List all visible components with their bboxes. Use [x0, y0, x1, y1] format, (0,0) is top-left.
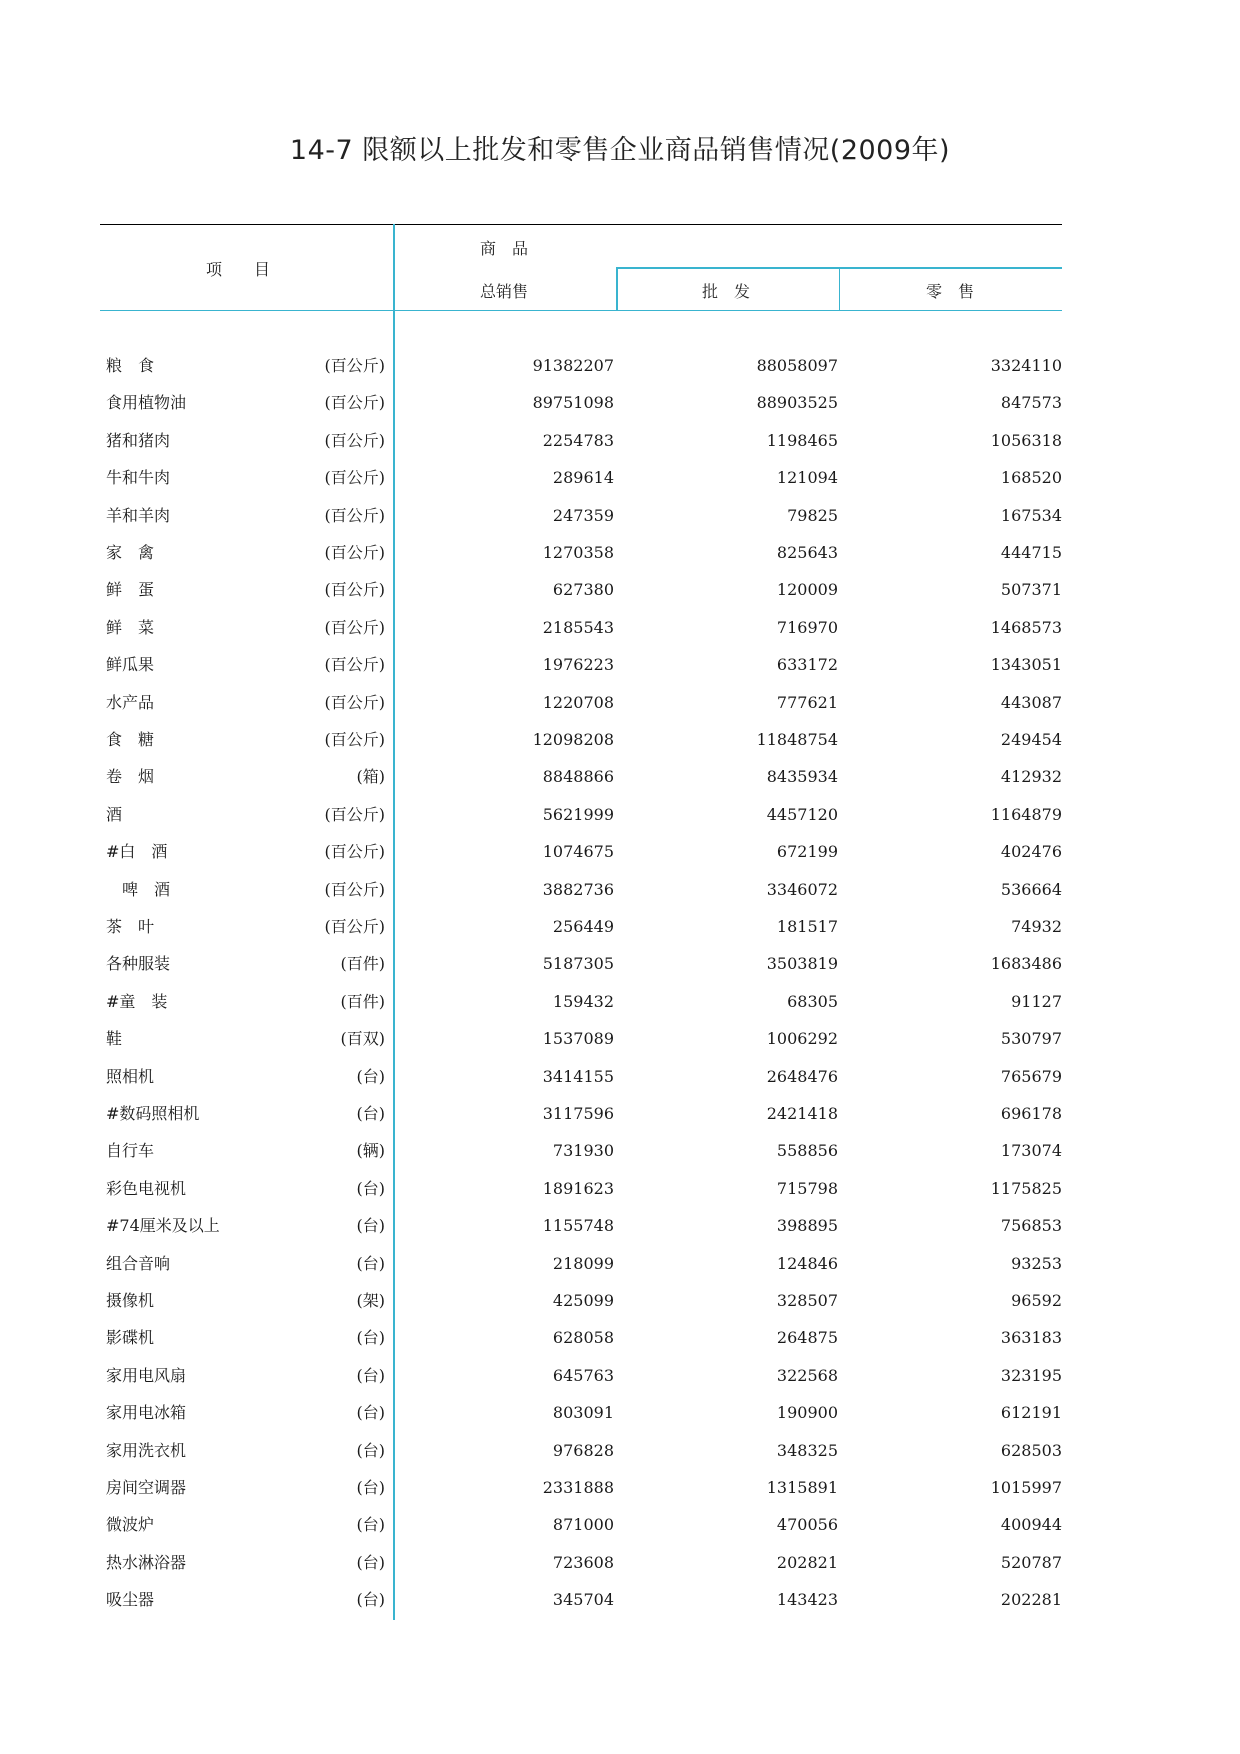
- cell-retail: 323195: [1000, 1365, 1062, 1385]
- cell-wholesale: 121094: [776, 468, 838, 488]
- row-name: #白 酒: [106, 842, 168, 862]
- cell-retail: 612191: [1000, 1403, 1062, 1423]
- page-title: 14-7 限额以上批发和零售企业商品销售情况(2009年): [289, 135, 951, 166]
- row-name: 摄像机: [106, 1291, 155, 1310]
- cell-wholesale: 181517: [776, 917, 838, 936]
- cell-total-sales: 218099: [552, 1253, 614, 1273]
- cell-retail: 93253: [1011, 1253, 1062, 1273]
- row-name: 影碟机: [106, 1328, 155, 1348]
- cell-total-sales: 1537089: [542, 1029, 614, 1049]
- cell-total-sales: 871000: [552, 1515, 614, 1535]
- row-unit: (百件): [340, 991, 385, 1011]
- cell-retail: 173074: [1000, 1141, 1062, 1161]
- cell-wholesale: 777621: [776, 692, 838, 712]
- cell-wholesale: 715798: [776, 1178, 838, 1198]
- cell-retail: 628503: [1000, 1440, 1062, 1460]
- row-unit: (辆): [356, 1141, 385, 1161]
- table-row: [0, 1132, 1240, 1169]
- cell-total-sales: 1074675: [542, 842, 614, 862]
- table-row: [0, 833, 1240, 870]
- cell-total-sales: 976828: [552, 1440, 614, 1460]
- cell-wholesale: 672199: [776, 842, 838, 862]
- cell-total-sales: 159432: [552, 991, 614, 1011]
- cell-wholesale: 11848754: [756, 730, 838, 749]
- row-name: 鲜 菜: [106, 617, 155, 637]
- table-row: [0, 459, 1240, 496]
- cell-wholesale: 143423: [776, 1590, 838, 1610]
- row-name: 食 糖: [106, 730, 155, 749]
- cell-wholesale: 348325: [776, 1440, 838, 1460]
- row-unit: (百公斤): [324, 505, 385, 525]
- cell-retail: 1683486: [990, 954, 1062, 974]
- table-row: [0, 1581, 1240, 1618]
- cell-total-sales: 2254783: [542, 430, 614, 450]
- row-unit: (台): [356, 1552, 385, 1572]
- header-bottom-rule: [100, 310, 1062, 311]
- row-unit: (百公斤): [324, 356, 385, 375]
- cell-retail: 443087: [1000, 692, 1062, 712]
- row-unit: (百公斤): [324, 543, 385, 562]
- cell-wholesale: 88903525: [756, 393, 838, 413]
- table-row: [0, 1469, 1240, 1506]
- row-unit: (台): [356, 1365, 385, 1385]
- row-unit: (百公斤): [324, 730, 385, 749]
- table-row: [0, 871, 1240, 908]
- cell-wholesale: 398895: [776, 1216, 838, 1236]
- cell-retail: 1343051: [990, 655, 1062, 675]
- cell-wholesale: 716970: [776, 617, 838, 637]
- row-name: 微波炉: [106, 1515, 155, 1535]
- row-unit: (架): [356, 1291, 385, 1310]
- row-unit: (百公斤): [324, 430, 385, 450]
- row-unit: (台): [356, 1216, 385, 1236]
- table-row: [0, 646, 1240, 683]
- cell-total-sales: 803091: [552, 1403, 614, 1423]
- table-row: [0, 1170, 1240, 1207]
- row-unit: (台): [356, 1328, 385, 1348]
- table-row: [0, 721, 1240, 758]
- cell-total-sales: 425099: [552, 1291, 614, 1310]
- cell-retail: 1015997: [990, 1478, 1062, 1497]
- cell-wholesale: 2648476: [766, 1066, 838, 1086]
- row-unit: (百双): [340, 1029, 385, 1049]
- cell-wholesale: 124846: [776, 1253, 838, 1273]
- cell-retail: 400944: [1000, 1515, 1062, 1535]
- cell-wholesale: 558856: [776, 1141, 838, 1161]
- header-retail: 零 售: [926, 282, 975, 301]
- row-unit: (百公斤): [324, 879, 385, 899]
- row-unit: (百公斤): [324, 692, 385, 712]
- row-unit: (台): [356, 1104, 385, 1123]
- cell-wholesale: 120009: [776, 580, 838, 600]
- table-row: [0, 1432, 1240, 1469]
- cell-total-sales: 645763: [552, 1365, 614, 1385]
- cell-retail: 91127: [1011, 991, 1062, 1011]
- cell-retail: 412932: [1000, 767, 1062, 787]
- cell-retail: 536664: [1000, 879, 1062, 899]
- cell-wholesale: 825643: [776, 543, 838, 562]
- cell-retail: 3324110: [990, 356, 1062, 375]
- cell-wholesale: 68305: [787, 991, 838, 1011]
- table-row: [0, 1506, 1240, 1543]
- table-row: [0, 983, 1240, 1020]
- row-unit: (台): [356, 1590, 385, 1610]
- cell-wholesale: 328507: [776, 1291, 838, 1310]
- cell-total-sales: 91382207: [532, 356, 614, 375]
- table-row: [0, 422, 1240, 459]
- cell-retail: 167534: [1000, 505, 1062, 525]
- row-unit: (百公斤): [324, 468, 385, 488]
- cell-wholesale: 1315891: [766, 1478, 838, 1497]
- table-row: [0, 1319, 1240, 1356]
- table-row: [0, 1058, 1240, 1095]
- cell-wholesale: 1198465: [766, 430, 838, 450]
- row-unit: (百公斤): [324, 580, 385, 600]
- cell-total-sales: 1976223: [542, 655, 614, 675]
- row-unit: (台): [356, 1440, 385, 1460]
- cell-total-sales: 3117596: [542, 1104, 614, 1123]
- row-name: 各种服装: [106, 954, 171, 974]
- row-name: 鲜瓜果: [106, 655, 155, 675]
- table-row: [0, 1095, 1240, 1132]
- row-name: 茶 叶: [106, 917, 155, 936]
- cell-wholesale: 202821: [776, 1552, 838, 1572]
- row-unit: (百公斤): [324, 842, 385, 862]
- row-name: 组合音响: [106, 1253, 171, 1273]
- row-name: 吸尘器: [106, 1590, 155, 1610]
- row-name: 食用植物油: [106, 393, 187, 413]
- row-unit: (百公斤): [324, 804, 385, 824]
- row-name: 粮 食: [106, 356, 155, 375]
- cell-wholesale: 3503819: [766, 954, 838, 974]
- row-name: 羊和羊肉: [106, 505, 171, 525]
- table-row: [0, 1544, 1240, 1581]
- cell-total-sales: 3414155: [542, 1066, 614, 1086]
- cell-total-sales: 5187305: [542, 954, 614, 974]
- row-name: 鲜 蛋: [106, 580, 155, 600]
- table-row: [0, 1357, 1240, 1394]
- row-unit: (百件): [340, 954, 385, 974]
- cell-retail: 1164879: [990, 804, 1062, 824]
- table-row: [0, 571, 1240, 608]
- cell-total-sales: 12098208: [532, 730, 614, 749]
- table-row: [0, 347, 1240, 384]
- row-name: 家用电冰箱: [106, 1403, 187, 1423]
- cell-retail: 202281: [1000, 1590, 1062, 1610]
- cell-retail: 363183: [1000, 1328, 1062, 1348]
- cell-total-sales: 247359: [552, 505, 614, 525]
- row-name: 热水淋浴器: [106, 1552, 187, 1572]
- table-row: [0, 1020, 1240, 1057]
- cell-retail: 1056318: [990, 430, 1062, 450]
- row-unit: (百公斤): [324, 917, 385, 936]
- cell-total-sales: 8848866: [542, 767, 614, 787]
- cell-retail: 520787: [1000, 1552, 1062, 1572]
- cell-total-sales: 5621999: [542, 804, 614, 824]
- table-row: [0, 609, 1240, 646]
- row-name: 房间空调器: [106, 1478, 187, 1497]
- row-name: 鞋: [106, 1029, 123, 1049]
- cell-retail: 507371: [1000, 580, 1062, 600]
- row-name: #童 装: [106, 991, 168, 1011]
- row-name: 家 禽: [106, 543, 155, 562]
- row-unit: (百公斤): [324, 393, 385, 413]
- cell-retail: 847573: [1000, 393, 1062, 413]
- row-name: 家用电风扇: [106, 1365, 187, 1385]
- cell-retail: 756853: [1000, 1216, 1062, 1236]
- row-name: 家用洗衣机: [106, 1440, 187, 1460]
- table-row: [0, 384, 1240, 421]
- cell-retail: 168520: [1000, 468, 1062, 488]
- cell-total-sales: 345704: [552, 1590, 614, 1610]
- cell-wholesale: 470056: [776, 1515, 838, 1535]
- table-row: [0, 945, 1240, 982]
- cell-wholesale: 88058097: [756, 356, 838, 375]
- table-row: [0, 1207, 1240, 1244]
- cell-retail: 444715: [1000, 543, 1062, 562]
- cell-total-sales: 723608: [552, 1552, 614, 1572]
- cell-wholesale: 264875: [776, 1328, 838, 1348]
- header-wholesale: 批 发: [702, 282, 751, 301]
- row-name: 猪和猪肉: [106, 430, 171, 450]
- row-name: 水产品: [106, 692, 155, 712]
- cell-retail: 765679: [1000, 1066, 1062, 1086]
- table-row: [0, 1282, 1240, 1319]
- cell-total-sales: 731930: [552, 1141, 614, 1161]
- cell-total-sales: 256449: [552, 917, 614, 936]
- table-row: [0, 497, 1240, 534]
- row-unit: (台): [356, 1478, 385, 1497]
- row-name: 牛和牛肉: [106, 468, 171, 488]
- header-total-sales: 总销售: [480, 282, 529, 301]
- cell-wholesale: 3346072: [766, 879, 838, 899]
- cell-total-sales: 1270358: [542, 543, 614, 562]
- row-name: 照相机: [106, 1066, 155, 1086]
- cell-retail: 74932: [1011, 917, 1062, 936]
- table-row: [0, 796, 1240, 833]
- row-name: #数码照相机: [106, 1104, 200, 1123]
- cell-wholesale: 1006292: [766, 1029, 838, 1049]
- row-name: 啤 酒: [106, 879, 171, 899]
- cell-retail: 1175825: [990, 1178, 1062, 1198]
- total-column-divider: [616, 267, 618, 311]
- row-unit: (百公斤): [324, 655, 385, 675]
- row-name: 彩色电视机: [106, 1178, 187, 1198]
- row-unit: (台): [356, 1253, 385, 1273]
- cell-retail: 530797: [1000, 1029, 1062, 1049]
- cell-wholesale: 4457120: [766, 804, 838, 824]
- cell-total-sales: 2331888: [542, 1478, 614, 1497]
- cell-total-sales: 1220708: [542, 692, 614, 712]
- row-unit: (台): [356, 1515, 385, 1535]
- row-unit: (台): [356, 1403, 385, 1423]
- cell-wholesale: 190900: [776, 1403, 838, 1423]
- cell-total-sales: 628058: [552, 1328, 614, 1348]
- row-name: 卷 烟: [106, 767, 155, 787]
- cell-wholesale: 322568: [776, 1365, 838, 1385]
- cell-total-sales: 3882736: [542, 879, 614, 899]
- cell-retail: 402476: [1000, 842, 1062, 862]
- table-row: [0, 1394, 1240, 1431]
- cell-retail: 1468573: [990, 617, 1062, 637]
- row-name: 自行车: [106, 1141, 155, 1161]
- row-unit: (箱): [356, 767, 385, 787]
- cell-wholesale: 79825: [787, 505, 838, 525]
- table-row: [0, 758, 1240, 795]
- cell-total-sales: 89751098: [532, 393, 614, 413]
- cell-wholesale: 2421418: [766, 1104, 838, 1123]
- header-goods: 商 品: [480, 239, 529, 258]
- cell-total-sales: 2185543: [542, 617, 614, 637]
- cell-total-sales: 627380: [552, 580, 614, 600]
- row-unit: (台): [356, 1178, 385, 1198]
- cell-retail: 249454: [1000, 730, 1062, 749]
- cell-total-sales: 289614: [552, 468, 614, 488]
- row-name: 酒: [106, 804, 123, 824]
- row-unit: (百公斤): [324, 617, 385, 637]
- cell-retail: 696178: [1000, 1104, 1062, 1123]
- cell-retail: 96592: [1011, 1291, 1062, 1310]
- header-item: 项 目: [206, 260, 271, 279]
- wholesale-column-divider: [839, 267, 840, 311]
- table-row: [0, 684, 1240, 721]
- cell-wholesale: 633172: [776, 655, 838, 675]
- table-row: [0, 908, 1240, 945]
- table-row: [0, 534, 1240, 571]
- cell-total-sales: 1155748: [542, 1216, 614, 1236]
- cell-total-sales: 1891623: [542, 1178, 614, 1198]
- row-unit: (台): [356, 1066, 385, 1086]
- row-name: #74厘米及以上: [106, 1216, 220, 1236]
- table-top-rule: [100, 224, 1062, 225]
- cell-wholesale: 8435934: [766, 767, 838, 787]
- table-row: [0, 1245, 1240, 1282]
